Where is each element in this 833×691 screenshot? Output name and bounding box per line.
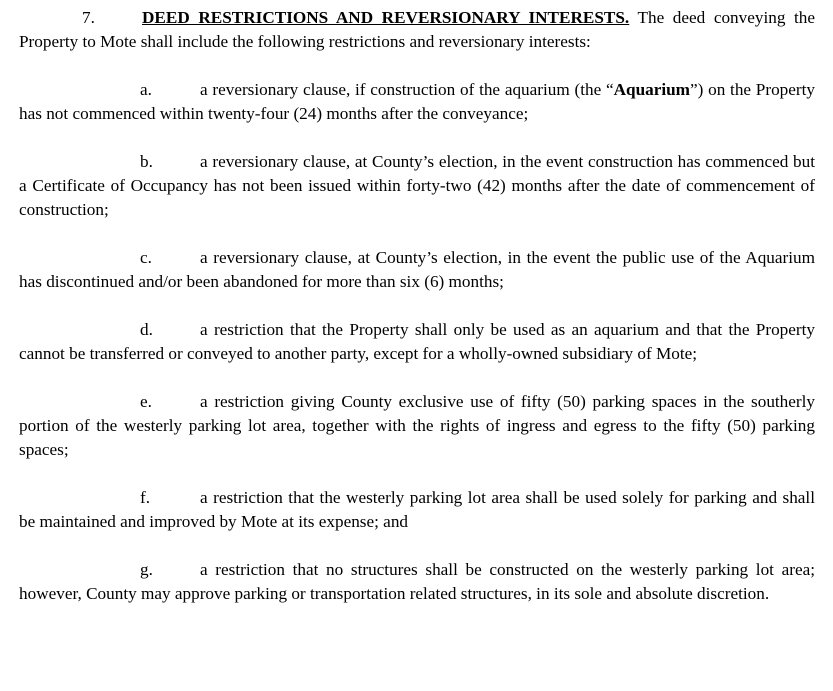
item-letter: b. <box>140 152 153 171</box>
list-item-c <box>19 246 815 294</box>
section-intro-text: The deed conveying the Property to Mote shall include the following restrictions and reversionary interests: <box>19 8 815 51</box>
document-page <box>19 6 815 606</box>
item-letter: e. <box>140 392 152 411</box>
list-item-d <box>19 318 815 366</box>
item-text-before: a reversionary clause, if construction of the aquarium (the “ <box>200 80 614 99</box>
item-text: a restriction that the Property shall only be used as an aquarium and that the Property cannot be transferred or conveyed to another party, except for a wholly-owned subsidiary of Mote; <box>19 320 815 363</box>
item-text-after: ”) on the Property has not commenced within twenty-four (24) months after the conveyance; <box>19 80 815 123</box>
item-letter: g. <box>140 560 153 579</box>
list-item-g <box>19 558 815 606</box>
list-item-e <box>19 390 815 462</box>
section-number: 7. <box>82 8 95 27</box>
section-heading: DEED RESTRICTIONS AND REVERSIONARY INTERESTS. <box>142 8 630 27</box>
item-text: a restriction that the westerly parking lot area shall be used solely for parking and shall be maintained and improved by Mote at its expense; and <box>19 488 815 531</box>
item-letter: c. <box>140 248 152 267</box>
list-item-b <box>19 150 815 222</box>
item-letter: a. <box>140 80 152 99</box>
defined-term: Aquarium <box>613 80 690 99</box>
item-letter: f. <box>140 488 151 507</box>
item-text: a restriction giving County exclusive use of fifty (50) parking spaces in the southerly portion of the westerly parking lot area, together with the rights of ingress and egress to the fifty (50) parking spaces; <box>19 392 815 459</box>
item-text: a reversionary clause, at County’s election, in the event construction has commenced but a Certificate of Occupancy has not been issued within forty-two (42) months after the date of commencement of construction; <box>19 152 815 219</box>
list-item-f <box>19 486 815 534</box>
item-text: a reversionary clause, at County’s election, in the event the public use of the Aquarium has discontinued and/or been abandoned for more than six (6) months; <box>19 248 815 291</box>
list-item-a <box>19 78 815 126</box>
section-paragraph <box>19 6 815 54</box>
item-text: a restriction that no structures shall be constructed on the westerly parking lot area; however, County may approve parking or transportation related structures, in its sole and absolute discretion. <box>19 560 815 603</box>
item-letter: d. <box>140 320 153 339</box>
